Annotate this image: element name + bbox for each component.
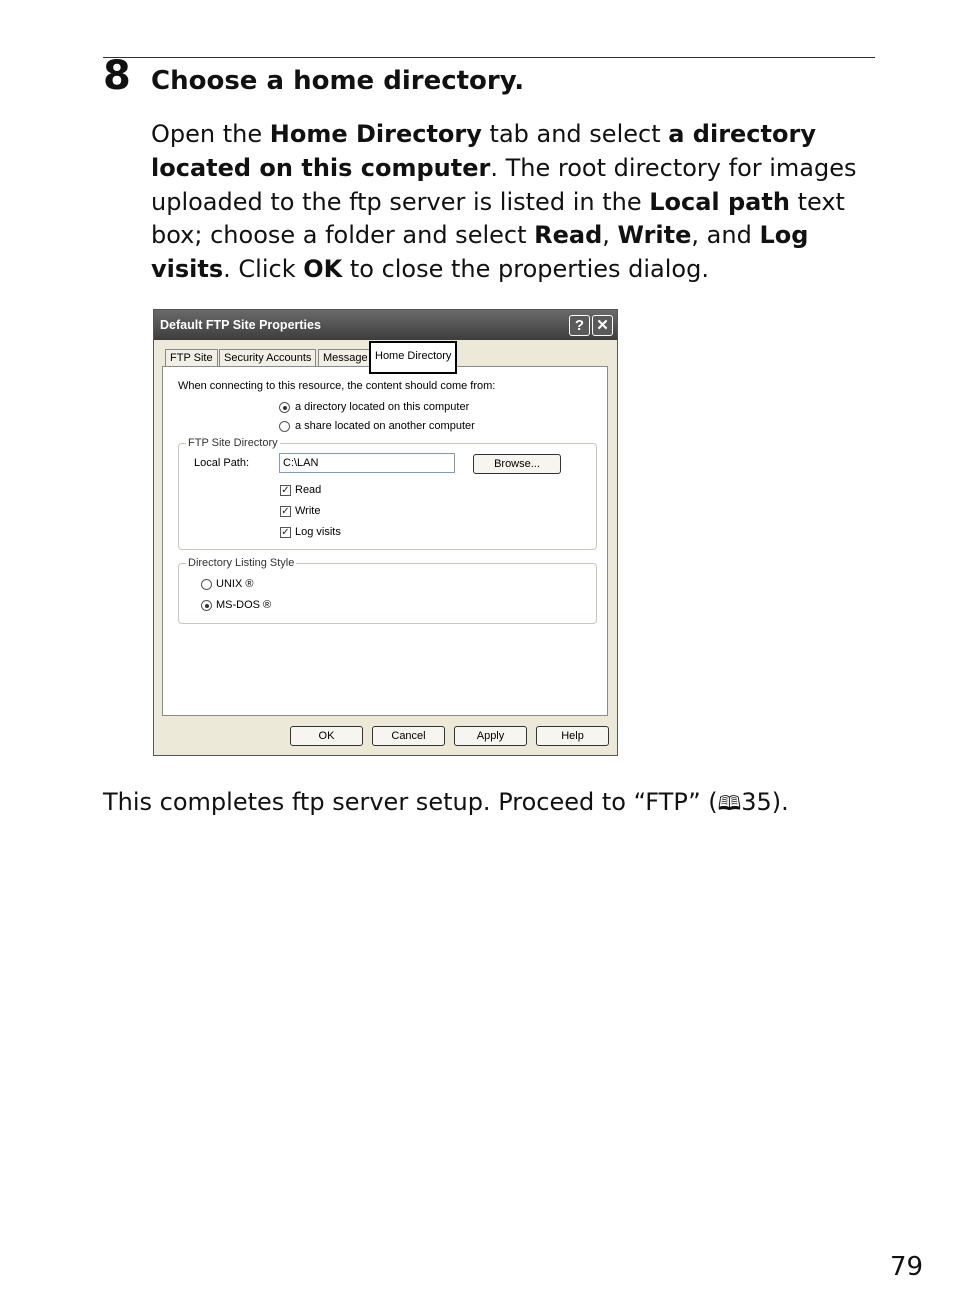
log-visits-checkbox-label[interactable]: Log visits <box>295 526 341 538</box>
radio-network-share[interactable] <box>279 421 290 432</box>
cancel-button[interactable]: Cancel <box>372 726 445 746</box>
book-icon: 🕮 <box>717 791 742 815</box>
para-text: . Click <box>223 255 304 284</box>
read-checkbox-label[interactable]: Read <box>295 484 322 496</box>
para-bold-ok: OK <box>303 255 343 284</box>
apply-button[interactable]: Apply <box>454 726 527 746</box>
para-bold-write: Write <box>617 221 692 250</box>
ftp-site-directory-label: FTP Site Directory <box>188 437 278 449</box>
help-button[interactable]: Help <box>536 726 609 746</box>
write-checkbox[interactable]: ✓ <box>281 506 290 517</box>
radio-ms-dos[interactable] <box>201 600 212 611</box>
log-visits-checkbox[interactable]: ✓ <box>281 527 290 538</box>
para-text: to close the properties dialog. <box>342 255 709 284</box>
tab-security-accounts[interactable]: Security Accounts <box>219 349 316 367</box>
para-text: , and <box>691 221 760 250</box>
tab-panel <box>162 366 608 716</box>
step-number: 8 <box>103 53 131 99</box>
instruction-paragraph <box>151 118 875 287</box>
tab-message[interactable]: Message <box>318 349 373 367</box>
radio-network-share-label[interactable]: a share located on another computer <box>295 420 475 432</box>
dialog-title: Default FTP Site Properties <box>160 318 321 332</box>
close-icon[interactable]: ✕ <box>592 315 613 336</box>
para-text: Open the <box>151 120 270 148</box>
para-text: , <box>602 221 618 250</box>
para-bold-local-path: Local path <box>649 187 790 216</box>
radio-unix[interactable] <box>201 579 212 590</box>
connect-label: When connecting to this resource, the content should come from: <box>178 380 496 392</box>
para-bold-directory-option: a directory located on this computer <box>151 120 816 182</box>
tab-home-directory[interactable]: Home Directory <box>369 341 457 374</box>
radio-local-directory-label[interactable]: a directory located on this computer <box>295 401 470 413</box>
completion-note <box>103 785 789 820</box>
radio-local-directory[interactable] <box>279 402 290 413</box>
completion-text: This completes ftp server setup. Proceed to “FTP” ( <box>103 788 718 816</box>
radio-ms-dos-label[interactable]: MS-DOS ® <box>216 599 272 611</box>
page-reference: 35). <box>741 788 789 816</box>
local-path-input[interactable]: C:\LAN <box>279 453 455 473</box>
local-path-label: Local Path: <box>194 457 250 469</box>
para-bold-read: Read <box>534 221 603 250</box>
help-icon[interactable]: ? <box>569 315 590 336</box>
read-checkbox[interactable]: ✓ <box>281 485 290 496</box>
listing-style-label: Directory Listing Style <box>188 557 295 569</box>
para-bold-home-directory: Home Directory <box>269 120 482 148</box>
step-title: Choose a home directory. <box>151 66 525 96</box>
para-text: tab and select <box>481 120 669 148</box>
page-number: 79 <box>890 1252 924 1282</box>
para-text: . The root directory for images uploaded to the ftp server is listed in the <box>151 153 857 216</box>
para-text: text box; choose a folder and select <box>151 187 845 250</box>
section-rule <box>103 57 875 58</box>
properties-dialog <box>153 309 618 756</box>
tab-ftp-site[interactable]: FTP Site <box>165 349 218 367</box>
listing-style-group <box>178 557 597 624</box>
write-checkbox-label[interactable]: Write <box>295 505 321 517</box>
browse-button[interactable]: Browse... <box>473 454 561 474</box>
ftp-site-directory-group <box>178 437 597 550</box>
ok-button[interactable]: OK <box>290 726 363 746</box>
para-bold-log-visits: Log visits <box>151 221 809 284</box>
dialog-titlebar <box>154 310 617 340</box>
radio-unix-label[interactable]: UNIX ® <box>216 578 254 590</box>
